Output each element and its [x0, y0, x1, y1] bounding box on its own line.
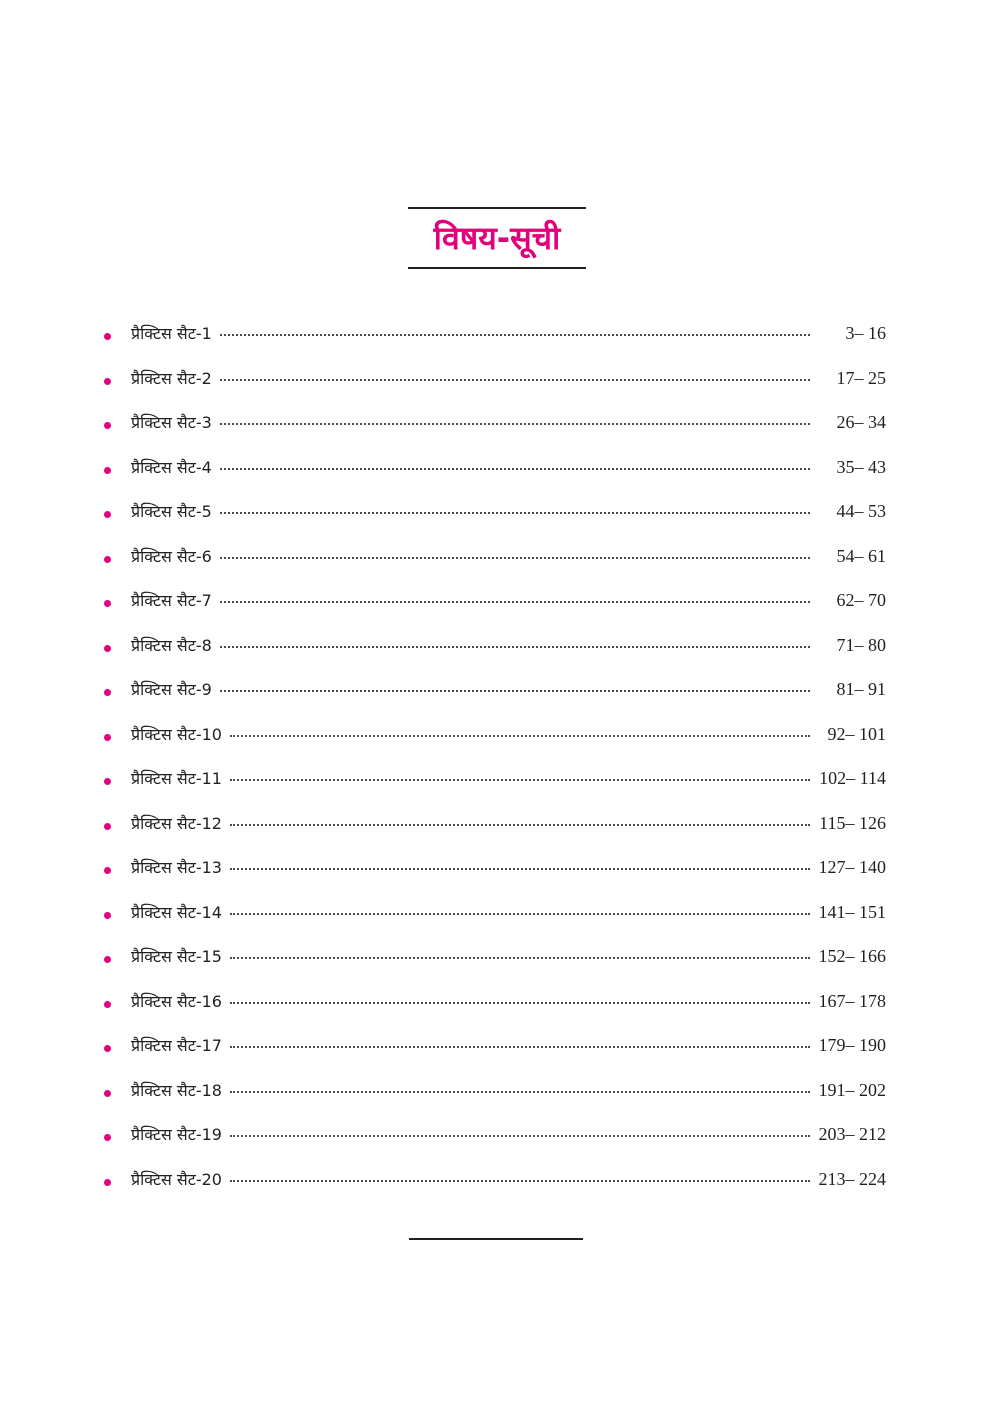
toc-label: प्रैक्टिस सैट-8 — [131, 635, 212, 655]
bullet-dot-icon — [104, 1001, 111, 1008]
toc-row[interactable] — [104, 992, 886, 1037]
bullet-dot-icon — [104, 867, 111, 874]
toc-row[interactable] — [104, 814, 886, 859]
toc-row[interactable] — [104, 858, 886, 903]
toc-row[interactable] — [104, 1125, 886, 1170]
bullet-dot-icon — [104, 1179, 111, 1186]
toc-row[interactable] — [104, 636, 886, 681]
toc-label: प्रैक्टिस सैट-4 — [131, 457, 212, 477]
dot-leader — [220, 423, 810, 425]
page-title: विषय-सूची — [433, 219, 561, 257]
toc-label: प्रैक्टिस सैट-5 — [131, 502, 212, 521]
toc-label: प्रैक्टिस सैट-14 — [131, 902, 222, 922]
dot-leader — [230, 824, 810, 826]
toc-label: प्रैक्टिस सैट-16 — [131, 991, 222, 1011]
toc-pages: 191– 202 — [818, 1079, 886, 1100]
toc-row[interactable] — [104, 947, 886, 992]
toc-label: प्रैक्टिस सैट-1 — [131, 324, 212, 343]
bullet-dot-icon — [104, 645, 111, 652]
toc-label: प्रैक्टिस सैट-3 — [131, 413, 212, 432]
dot-leader — [230, 1135, 810, 1137]
dot-leader — [230, 779, 810, 781]
dot-leader — [220, 601, 810, 603]
toc-row[interactable] — [104, 903, 886, 948]
dot-leader — [230, 735, 810, 737]
bullet-dot-icon — [104, 422, 111, 429]
toc-pages: 127– 140 — [818, 857, 886, 877]
toc-row[interactable] — [104, 324, 886, 369]
toc-label: प्रैक्टिस सैट-10 — [131, 724, 222, 744]
dot-leader — [230, 1002, 810, 1004]
bullet-dot-icon — [104, 956, 111, 963]
dot-leader — [220, 646, 810, 648]
toc-row[interactable] — [104, 1081, 886, 1126]
toc-pages: 213– 224 — [818, 1168, 886, 1189]
bullet-dot-icon — [104, 1134, 111, 1141]
bullet-dot-icon — [104, 1090, 111, 1097]
toc-pages: 71– 80 — [836, 634, 886, 655]
toc-label: प्रैक्टिस सैट-6 — [131, 546, 212, 566]
toc-row[interactable] — [104, 458, 886, 503]
toc-row[interactable] — [104, 680, 886, 725]
bullet-dot-icon — [104, 378, 111, 385]
dot-leader — [220, 557, 810, 559]
dot-leader — [230, 913, 810, 915]
toc-label: प्रैक्टिस सैट-13 — [131, 858, 222, 877]
footer-divider — [409, 1238, 583, 1240]
toc-pages: 167– 178 — [818, 990, 886, 1011]
toc-label: प्रैक्टिस सैट-18 — [131, 1080, 222, 1100]
table-of-contents — [104, 324, 886, 1214]
toc-row[interactable] — [104, 547, 886, 592]
dot-leader — [220, 379, 810, 381]
dot-leader — [230, 1180, 810, 1182]
bullet-dot-icon — [104, 734, 111, 741]
dot-leader — [230, 868, 810, 870]
toc-pages: 92– 101 — [827, 723, 886, 744]
toc-row[interactable] — [104, 413, 886, 458]
dot-leader — [220, 468, 810, 470]
title-box — [408, 207, 586, 269]
toc-label: प्रैक्टिस सैट-9 — [131, 680, 212, 699]
dot-leader — [230, 957, 810, 959]
toc-pages: 26– 34 — [836, 412, 886, 432]
bullet-dot-icon — [104, 333, 111, 340]
dot-leader — [220, 334, 810, 336]
toc-pages: 54– 61 — [836, 545, 886, 566]
toc-pages: 203– 212 — [818, 1124, 886, 1144]
toc-row[interactable] — [104, 369, 886, 414]
toc-pages: 179– 190 — [818, 1035, 886, 1055]
bullet-dot-icon — [104, 689, 111, 696]
toc-label: प्रैक्टिस सैट-11 — [131, 769, 222, 788]
toc-pages: 35– 43 — [836, 456, 886, 477]
dot-leader — [230, 1046, 810, 1048]
toc-pages: 62– 70 — [836, 590, 886, 610]
bullet-dot-icon — [104, 778, 111, 785]
dot-leader — [220, 690, 810, 692]
dot-leader — [230, 1091, 810, 1093]
toc-row[interactable] — [104, 502, 886, 547]
toc-row[interactable] — [104, 591, 886, 636]
toc-label: प्रैक्टिस सैट-15 — [131, 947, 222, 966]
toc-label: प्रैक्टिस सैट-7 — [131, 591, 212, 610]
dot-leader — [220, 512, 810, 514]
toc-pages: 102– 114 — [819, 768, 886, 788]
toc-row[interactable] — [104, 769, 886, 814]
toc-pages: 44– 53 — [836, 501, 886, 521]
bullet-dot-icon — [104, 467, 111, 474]
toc-pages: 152– 166 — [818, 946, 886, 966]
bullet-dot-icon — [104, 823, 111, 830]
toc-label: प्रैक्टिस सैट-12 — [131, 813, 222, 833]
bullet-dot-icon — [104, 912, 111, 919]
toc-pages: 81– 91 — [836, 679, 886, 699]
toc-label: प्रैक्टिस सैट-20 — [131, 1169, 222, 1189]
toc-label: प्रैक्टिस सैट-2 — [131, 368, 212, 388]
bullet-dot-icon — [104, 511, 111, 518]
toc-pages: 3– 16 — [845, 323, 886, 343]
toc-row[interactable] — [104, 725, 886, 770]
toc-row[interactable] — [104, 1170, 886, 1215]
toc-pages: 141– 151 — [818, 901, 886, 922]
toc-row[interactable] — [104, 1036, 886, 1081]
toc-label: प्रैक्टिस सैट-19 — [131, 1125, 222, 1144]
bullet-dot-icon — [104, 600, 111, 607]
toc-label: प्रैक्टिस सैट-17 — [131, 1036, 222, 1055]
toc-pages: 17– 25 — [836, 367, 886, 388]
toc-pages: 115– 126 — [819, 812, 886, 833]
bullet-dot-icon — [104, 1045, 111, 1052]
bullet-dot-icon — [104, 556, 111, 563]
